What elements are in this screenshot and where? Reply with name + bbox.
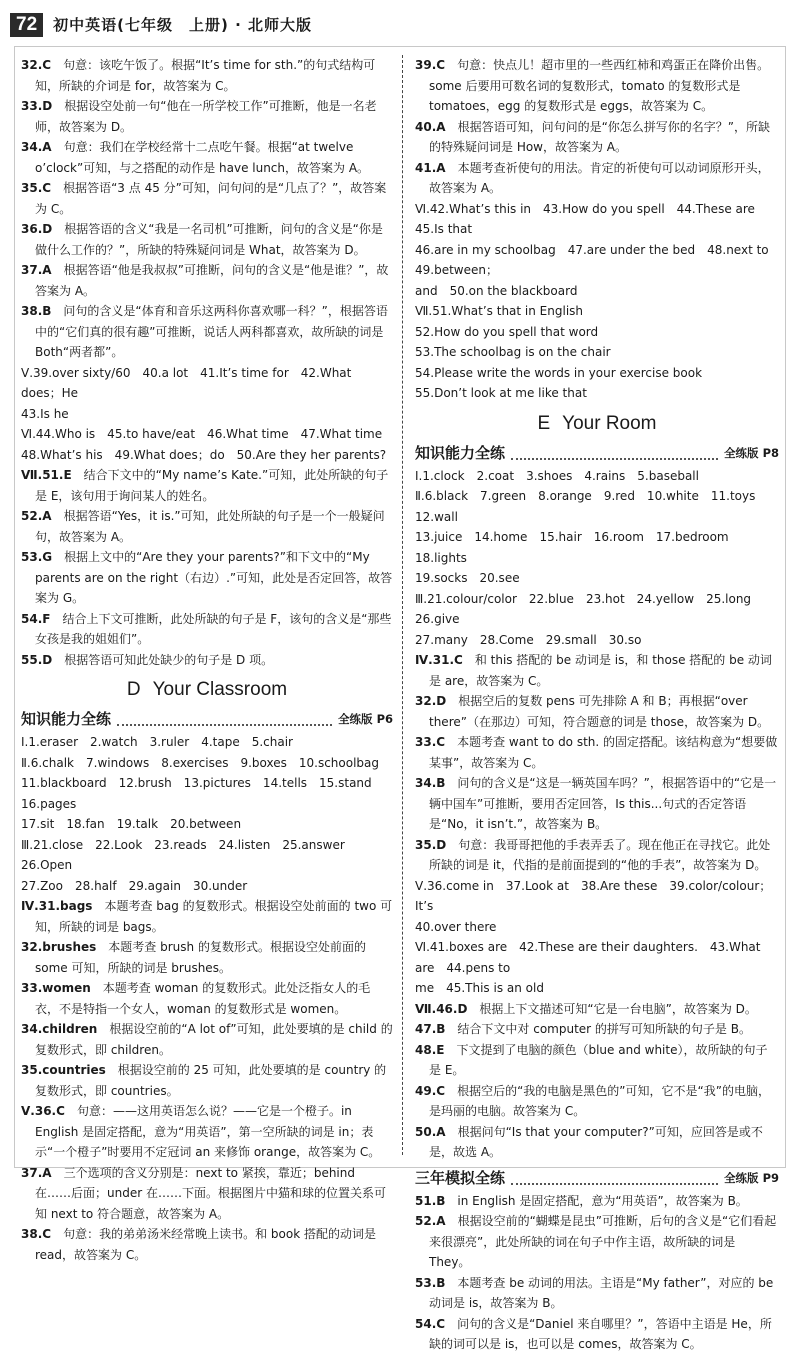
answer-explanation: 问句的含义是“Daniel 来自哪里？”，答语中主语是 He，所缺的词可以是 is，也可以是 comes，故答案为 C。 bbox=[429, 1316, 772, 1351]
page-number: 72 bbox=[10, 13, 43, 38]
answer-number: 52.A bbox=[21, 509, 52, 523]
section-name: 知识能力全练 bbox=[415, 443, 506, 462]
answer-explanation: 根据答语的含义“我是一名司机”可推断，问句的含义是“你是做什么工作的？”，所缺的特殊疑问词是 What，故答案为 D。 bbox=[35, 222, 383, 257]
answer-number: Ⅶ.51.E bbox=[21, 468, 72, 482]
answer-explanation: 三个选项的含义分别是：next to 紧挨，靠近；behind 在……后面；under 在……下面。根据图片中猫和球的位置关系可知 next to 符合题意，故答案为 A。 bbox=[35, 1165, 386, 1221]
answer-number: 51.B bbox=[415, 1193, 446, 1208]
answer-number: Ⅶ.46.D bbox=[415, 1001, 468, 1016]
answer-item bbox=[21, 1224, 393, 1265]
answer-line: 55.Don’t look at me like that bbox=[415, 386, 587, 400]
answer-explanation: 结合下文中的“My name’s Kate.”可知，此处所缺的句子是 E，该句用于询问某人的姓名。 bbox=[35, 468, 389, 503]
answer-line: 19.socks 20.see bbox=[415, 571, 520, 585]
answer-number: 41.A bbox=[415, 160, 446, 175]
answer-item bbox=[21, 896, 393, 937]
answer-item bbox=[21, 465, 393, 506]
section-header bbox=[415, 442, 779, 464]
answer-number: 53.B bbox=[415, 1275, 446, 1290]
answer-line: me 45.This is an old bbox=[415, 981, 544, 995]
answer-line: Ⅲ.21.close 22.Look 23.reads 24.listen 25.answer 26.Open bbox=[21, 837, 357, 872]
answer-line: Ⅵ.42.What’s this in 43.How do you spell 44.These are 45.Is that bbox=[415, 201, 767, 236]
answer-line: 53.The schoolbag is on the chair bbox=[415, 345, 611, 359]
answer-number: Ⅳ.31.C bbox=[415, 653, 463, 667]
answer-item bbox=[21, 937, 393, 978]
unit-e-title bbox=[415, 412, 779, 436]
answer-explanation: 根据设空前的 25 可知，此处要填的是 country 的复数形式，即 countries。 bbox=[35, 1063, 387, 1098]
answer-item bbox=[21, 178, 393, 219]
answer-explanation: 根据设空处前一句“他在一所学校工作”可推断，他是一名老师，故答案为 D。 bbox=[35, 99, 377, 134]
answer-item bbox=[21, 609, 393, 650]
section-name: 三年模拟全练 bbox=[415, 1168, 506, 1187]
answer-number: 34.B bbox=[415, 776, 446, 790]
answer-line: 46.are in my schoolbag 47.are under the bed 48.next to 49.between； bbox=[415, 242, 781, 277]
answer-explanation: 根据上下文描述可知“它是一台电脑”，故答案为 D。 bbox=[479, 1001, 757, 1016]
answer-item bbox=[415, 1122, 779, 1163]
answer-explanation: 下文提到了电脑的颜色（blue and white），故所缺的句子是 E。 bbox=[429, 1042, 768, 1077]
answer-number: 54.C bbox=[415, 1316, 446, 1331]
answer-number: Ⅴ.36.C bbox=[21, 1104, 65, 1118]
answer-explanation: 句意：我们在学校经常十二点吃午餐。根据“at twelve o’clock”可知，与之搭配的动作是 have lunch，故答案为 A。 bbox=[35, 140, 370, 175]
answer-explanation: 问句的含义是“体育和音乐这两科你喜欢哪一科？”，根据答语中的“它们真的很有趣”可推断，说话人两科都喜欢，故所缺的词是 Both“两者都”。 bbox=[35, 304, 388, 359]
answer-explanation: 本题考查 bag 的复数形式。根据设空处前面的 two 可知，所缺的词是 bags。 bbox=[35, 899, 393, 934]
section-page-ref: 全练版 P6 bbox=[338, 712, 393, 726]
section-header bbox=[415, 1167, 779, 1189]
answer-line: Ⅴ.39.over sixty/60 40.a lot 41.It’s time for 42.What does；He bbox=[21, 365, 352, 400]
answer-item bbox=[415, 773, 779, 835]
answer-line: 40.over there bbox=[415, 919, 497, 934]
answer-explanation: 和 this 搭配的 be 动词是 is，和 those 搭配的 be 动词是 are，故答案为 C。 bbox=[429, 653, 772, 688]
answer-item bbox=[415, 1081, 779, 1122]
answer-explanation: 本题考查 want to do sth. 的固定搭配。该结构意为“想要做某事”，故答案为 C。 bbox=[429, 735, 778, 770]
answer-number: 40.A bbox=[415, 119, 446, 134]
answer-item bbox=[21, 506, 393, 547]
answer-explanation: 根据空后的复数 pens 可先排除 A 和 B；再根据“over there”（在那边）可知，符合题意的词是 those，故答案为 D。 bbox=[429, 694, 770, 729]
answer-item bbox=[415, 835, 779, 876]
right-column bbox=[415, 55, 779, 1355]
answer-number: 32.C bbox=[21, 58, 52, 72]
answer-line: 11.blackboard 12.brush 13.pictures 14.tells 15.stand 16.pages bbox=[21, 776, 384, 811]
answer-explanation: 根据答语“他是我叔叔”可推断，问句的含义是“他是谁？”，故答案为 A。 bbox=[35, 263, 389, 298]
answer-number: 49.C bbox=[415, 1083, 446, 1098]
answer-line: Ⅵ.41.boxes are 42.These are their daughters. 43.What are 44.pens to bbox=[415, 940, 761, 975]
answer-item bbox=[21, 1060, 393, 1101]
answer-item bbox=[21, 547, 393, 609]
answer-number: 50.A bbox=[415, 1124, 446, 1139]
answer-number: Ⅳ.31.bags bbox=[21, 899, 93, 913]
answer-item bbox=[415, 1019, 779, 1040]
answer-item bbox=[415, 999, 779, 1020]
answer-explanation: 句意：——这用英语怎么说？——它是一个橙子。in English 是固定搭配，意为“用英语”，第一空所缺的词是 in；表示“一个橙子”时要用不定冠词 an 来修饰 orange，故答案为 C。 bbox=[35, 1104, 381, 1159]
section-page-ref: 全练版 P8 bbox=[724, 445, 779, 460]
answer-line: Ⅴ.36.come in 37.Look at 38.Are these 39.color/colour；It’s bbox=[415, 878, 772, 913]
answer-number: 33.D bbox=[21, 99, 53, 113]
answer-line: 52.How do you spell that word bbox=[415, 324, 599, 339]
answer-number: 34.A bbox=[21, 140, 52, 154]
answer-item bbox=[21, 1019, 393, 1060]
unit-name: Your Classroom bbox=[152, 679, 288, 700]
answer-number: 35.C bbox=[21, 181, 52, 195]
answer-line: Ⅶ.51.What’s that in English bbox=[415, 304, 584, 318]
answer-line: 54.Please write the words in your exercise book bbox=[415, 365, 703, 380]
answer-number: 38.C bbox=[21, 1227, 52, 1241]
answer-explanation: 根据问句“Is that your computer?”可知，应回答是或不是，故选 A。 bbox=[429, 1124, 763, 1159]
answer-item bbox=[21, 55, 393, 96]
answer-line: and 50.on the blackboard bbox=[415, 283, 578, 298]
answer-line: Ⅱ.6.chalk 7.windows 8.exercises 9.boxes 10.schoolbag bbox=[21, 755, 380, 770]
answer-item bbox=[21, 1101, 393, 1163]
answer-item bbox=[21, 96, 393, 137]
answer-explanation: 句意：该吃午饭了。根据“It’s time for sth.”的句式结构可知，所缺的介词是 for，故答案为 C。 bbox=[35, 58, 376, 93]
answer-item bbox=[415, 1314, 779, 1355]
answer-item bbox=[21, 650, 393, 671]
answer-line: 27.many 28.Come 29.small 30.so bbox=[415, 632, 642, 647]
answer-explanation: 结合上下文可推断，此处所缺的句子是 F，该句的含义是“那些女孩是我的姐姐们”。 bbox=[35, 611, 392, 646]
answer-number: 33.women bbox=[21, 981, 91, 995]
answer-number: 32.brushes bbox=[21, 940, 97, 954]
answer-explanation: 本题考查祈使句的用法。肯定的祈使句可以动词原形开头，故答案为 A。 bbox=[429, 160, 770, 195]
answer-explanation: 句意：我哥哥把他的手表弄丢了。现在他正在寻找它。此处所缺的词是 it，代指的是前面提到的“他的手表”，故答案为 D。 bbox=[429, 837, 771, 872]
answer-number: 47.B bbox=[415, 1022, 446, 1036]
answer-explanation: 根据设空前的“A lot of”可知，此处要填的是 child 的复数形式，即 children。 bbox=[35, 1022, 393, 1057]
answer-line: Ⅵ.44.Who is 45.to have/eat 46.What time 47.What time bbox=[21, 427, 383, 441]
answer-number: 32.D bbox=[415, 694, 447, 708]
answer-number: 55.D bbox=[21, 652, 53, 667]
answer-explanation: 根据答语“3 点 45 分”可知，问句问的是“几点了？”，故答案为 C。 bbox=[35, 181, 387, 216]
book-title: 初中英语(七年级 上册) · 北师大版 bbox=[53, 15, 312, 34]
answer-explanation: 本题考查 brush 的复数形式。根据设空处前面的 some 可知，所缺的词是 brushes。 bbox=[35, 940, 366, 975]
answer-item bbox=[415, 650, 779, 691]
answer-number: 52.A bbox=[415, 1214, 446, 1228]
answer-number: 39.C bbox=[415, 58, 446, 72]
answer-item bbox=[21, 137, 393, 178]
answer-number: 35.D bbox=[415, 837, 447, 852]
unit-letter: E bbox=[537, 412, 551, 434]
answer-page bbox=[14, 46, 786, 1351]
answer-explanation: 结合下文中对 computer 的拼写可知所缺的句子是 B。 bbox=[457, 1022, 751, 1036]
answer-explanation: 句意：快点儿！超市里的一些西红柿和鸡蛋正在降价出售。some 后要用可数名词的复数形式，tomato 的复数形式是 tomatoes，egg 的复数形式是 eggs，故答案为 C。 bbox=[429, 58, 770, 113]
answer-explanation: 根据设空前的“蝴蝶是昆虫”可推断，后句的含义是“它们看起来很漂亮”，此处所缺的词在句子中作主语，故所缺的词是 They。 bbox=[429, 1214, 777, 1269]
answer-line: 17.sit 18.fan 19.talk 20.between bbox=[21, 817, 242, 831]
page-header bbox=[10, 8, 790, 42]
answer-item bbox=[415, 158, 779, 199]
answer-line: 13.juice 14.home 15.hair 16.room 17.bedroom 18.lights bbox=[415, 530, 741, 565]
dotted-leader bbox=[117, 712, 332, 726]
answer-number: 37.A bbox=[21, 1165, 52, 1180]
answer-item bbox=[415, 732, 779, 773]
answer-line: Ⅱ.6.black 7.green 8.orange 9.red 10.white 11.toys 12.wall bbox=[415, 489, 768, 524]
answer-item bbox=[415, 117, 779, 158]
answer-explanation: 问句的含义是“这是一辆英国车吗？”，根据答语中的“它是一辆中国车”可推断，要用否定回答，Is this...句式的否定答语是“No，it isn’t.”，故答案为 B。 bbox=[429, 776, 777, 831]
answer-explanation: 根据答语可知此处缺少的句子是 D 项。 bbox=[64, 652, 274, 667]
answer-line: 48.What’s his 49.What does；do 50.Are they her parents? bbox=[21, 447, 387, 462]
answer-number: 37.A bbox=[21, 263, 52, 277]
answer-item bbox=[21, 260, 393, 301]
column-divider bbox=[402, 55, 403, 1155]
dotted-leader bbox=[511, 446, 718, 460]
answer-explanation: 句意：我的弟弟汤米经常晚上读书。和 book 搭配的动词是 read，故答案为 C。 bbox=[35, 1227, 376, 1262]
answer-number: 53.G bbox=[21, 550, 53, 564]
answer-item bbox=[415, 691, 779, 732]
answer-line: 27.Zoo 28.half 29.again 30.under bbox=[21, 878, 248, 893]
answer-explanation: 本题考查 be 动词的用法。主语是“My father”，对应的 be 动词是 is，故答案为 B。 bbox=[429, 1275, 774, 1310]
answer-explanation: 根据答语“Yes，it is.”可知，此处所缺的句子是一个一般疑问句，故答案为 A。 bbox=[35, 509, 385, 544]
answer-number: 48.E bbox=[415, 1042, 445, 1057]
unit-d-title bbox=[21, 678, 393, 702]
answer-item bbox=[415, 1040, 779, 1081]
answer-number: 33.C bbox=[415, 735, 446, 749]
answer-number: 34.children bbox=[21, 1022, 98, 1036]
unit-name: Your Room bbox=[562, 412, 657, 434]
answer-line: Ⅲ.21.colour/color 22.blue 23.hot 24.yellow 25.long 26.give bbox=[415, 591, 764, 626]
answer-item bbox=[415, 55, 779, 117]
left-column bbox=[21, 55, 393, 1265]
answer-number: 36.D bbox=[21, 222, 53, 236]
answer-item bbox=[21, 978, 393, 1019]
answer-item bbox=[21, 301, 393, 363]
answer-explanation: 根据答语可知，问句问的是“你怎么拼写你的名字？”，所缺的特殊疑问词是 How，故答案为 A。 bbox=[429, 119, 770, 154]
section-page-ref: 全练版 P9 bbox=[724, 1170, 779, 1185]
answer-explanation: 本题考查 woman 的复数形式。此处泛指女人的毛衣，不是特指一个女人，woman 的复数形式是 women。 bbox=[35, 981, 371, 1016]
section-header bbox=[21, 708, 393, 730]
answer-line: Ⅰ.1.clock 2.coat 3.shoes 4.rains 5.baseball bbox=[415, 468, 699, 483]
answer-explanation: 根据上文中的“Are they your parents?”和下文中的“My parents are on the right（右边）.”可知，此处是否定回答，故答案为 G。 bbox=[35, 550, 393, 605]
unit-letter: D bbox=[126, 679, 141, 700]
answer-item bbox=[21, 219, 393, 260]
answer-number: 35.countries bbox=[21, 1063, 106, 1077]
answer-line: Ⅰ.1.eraser 2.watch 3.ruler 4.tape 5.chair bbox=[21, 735, 293, 749]
answer-number: 54.F bbox=[21, 611, 51, 626]
answer-explanation: in English 是固定搭配，意为“用英语”，故答案为 B。 bbox=[457, 1193, 748, 1208]
answer-number: 38.B bbox=[21, 304, 52, 318]
answer-item bbox=[415, 1273, 779, 1314]
answer-explanation: 根据空后的“我的电脑是黑色的”可知，它不是“我”的电脑，是玛丽的电脑。故答案为 C。 bbox=[429, 1083, 770, 1118]
section-name: 知识能力全练 bbox=[21, 710, 112, 728]
answer-item bbox=[415, 1211, 779, 1273]
answer-item bbox=[415, 1191, 779, 1212]
answer-item bbox=[21, 1163, 393, 1225]
answer-line: 43.Is he bbox=[21, 406, 69, 421]
dotted-leader bbox=[511, 1171, 718, 1185]
